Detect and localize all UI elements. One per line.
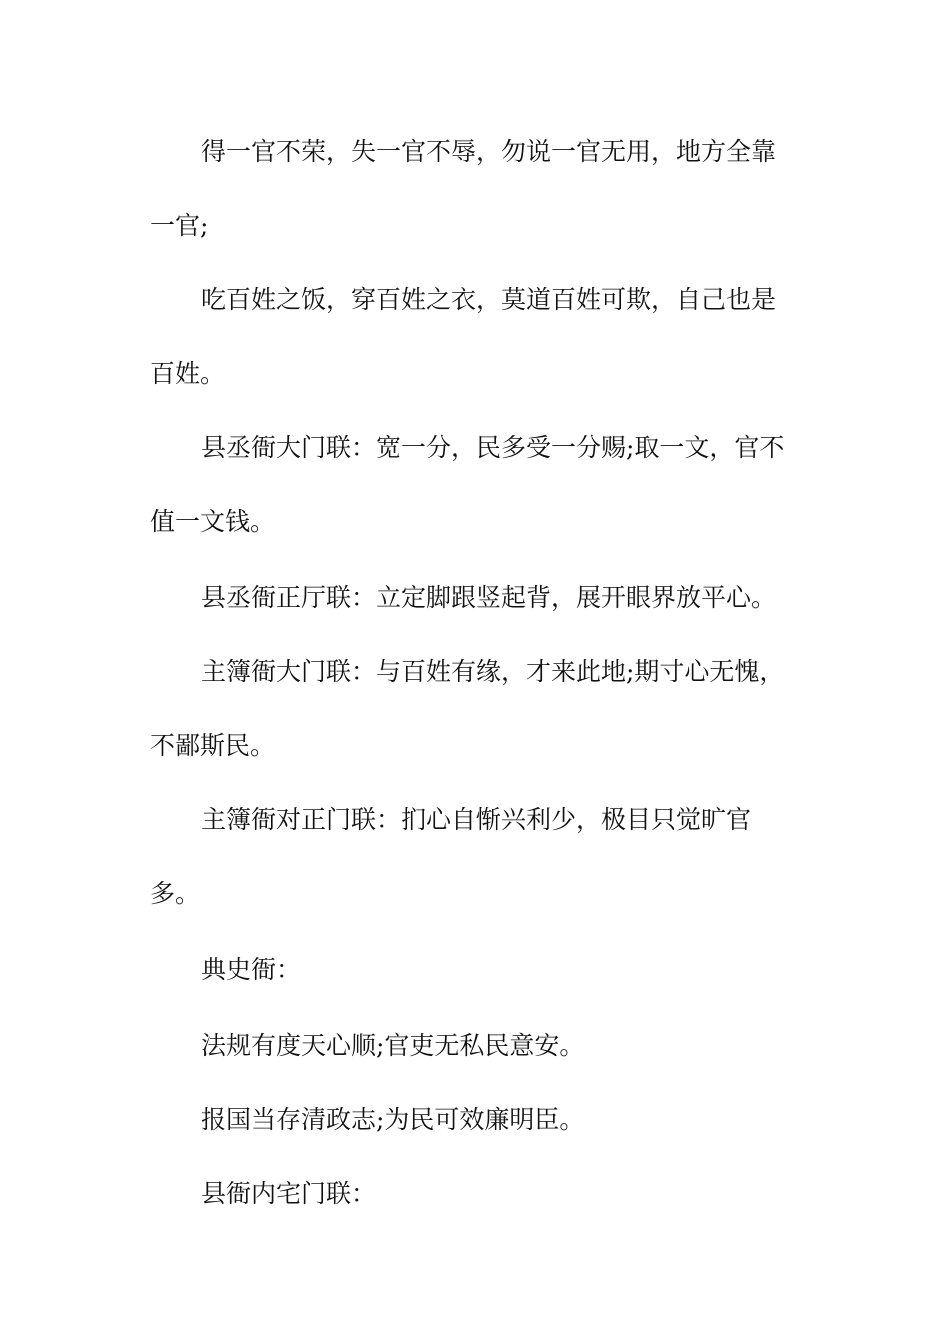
paragraph-line: 主簿衙大门联：与百姓有缘，才来此地;期寸心无愧， [201,657,785,686]
paragraph-line: 县丞衙大门联：宽一分，民多受一分赐;取一文，官不 [201,433,785,462]
paragraph-line: 值一文钱。 [150,507,276,536]
paragraph-line: 一官; [150,211,209,240]
paragraph-line: 多。 [150,879,201,908]
paragraph-line: 百姓。 [150,359,226,388]
paragraph-line: 吃百姓之饭，穿百姓之衣，莫道百姓可欺，自己也是 [201,285,777,314]
paragraph-line: 县衙内宅门联： [201,1179,377,1208]
paragraph-line: 法规有度天心顺;官吏无私民意安。 [201,1031,585,1060]
paragraph-line: 主簿衙对正门联：扪心自惭兴利少，极目只觉旷官 [201,805,752,834]
paragraph-line: 不鄙斯民。 [150,731,276,760]
paragraph-line: 得一官不荣，失一官不辱，勿说一官无用，地方全靠 [201,137,777,166]
paragraph-line: 县丞衙正厅联：立定脚跟竖起背，展开眼界放平心。 [201,583,777,612]
paragraph-line: 报国当存清政志;为民可效廉明臣。 [201,1105,585,1134]
paragraph-line: 典史衙： [201,955,302,984]
